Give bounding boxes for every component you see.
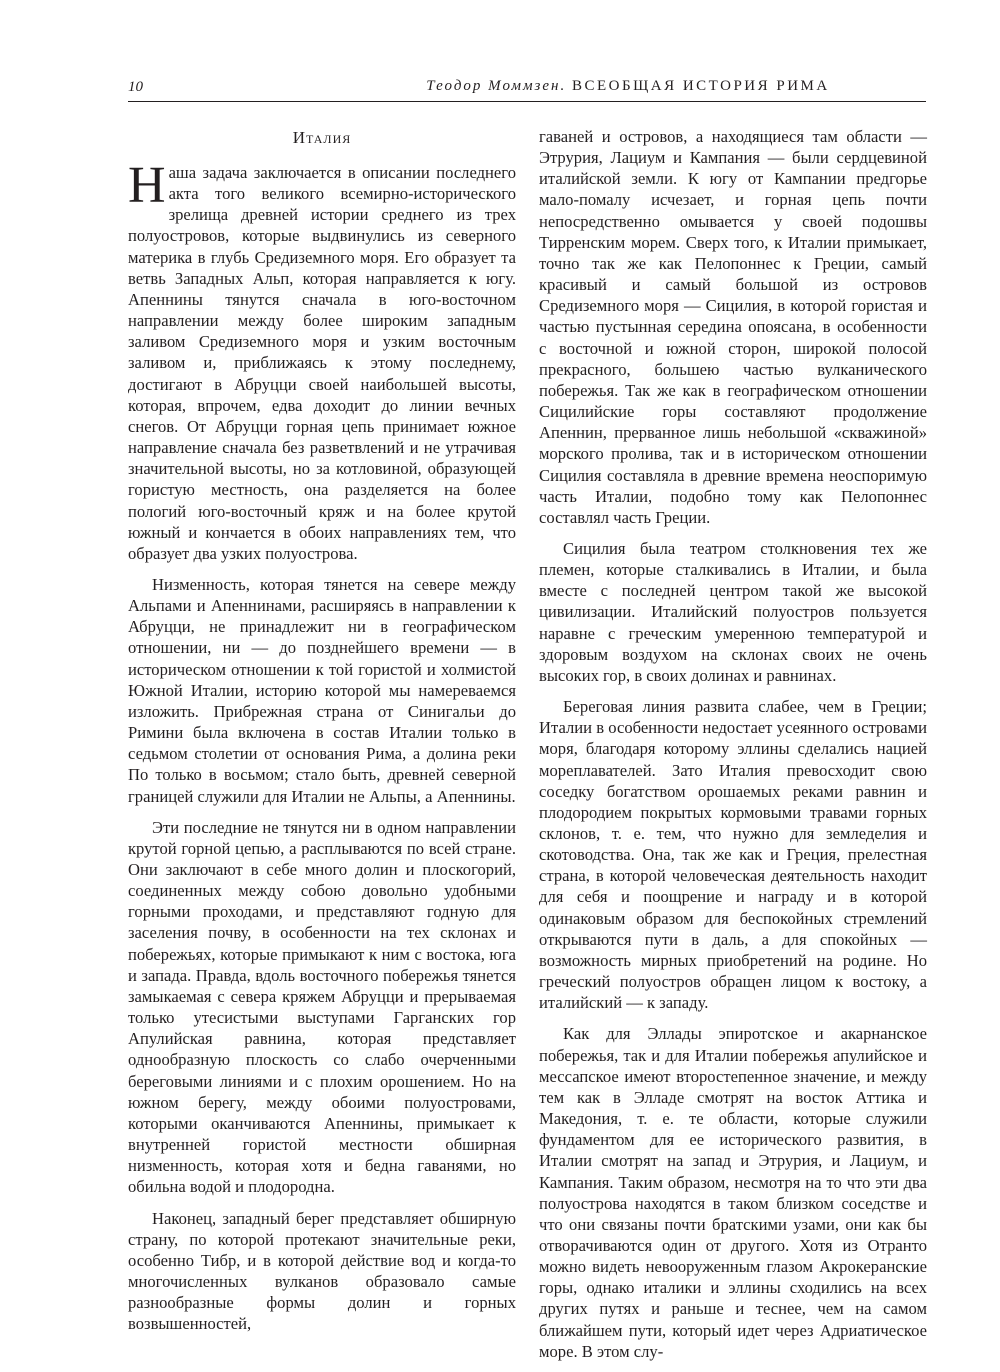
running-head-author: Теодор Моммзен. xyxy=(426,78,567,94)
running-head-book-title: ВСЕОБЩАЯ ИСТОРИЯ РИМА xyxy=(571,78,830,94)
paragraph: Сицилия была театром столкновения тех же племен, которые сталкивались в Италии, и была вместе с последней центром такой же высокой цивилизации. Италийский полуостров пользуется наравне с греческим умеренною температурой и здоровым воздухом на склонах своих не очень высоких гор, в своих долинах и равнинах. xyxy=(539,538,927,685)
page-number: 10 xyxy=(128,79,143,95)
paragraph: Береговая линия развита слабее, чем в Греции; Италии в особенности недостает усеянного островами моря, благодаря которому эллины сделались нацией мореплавателей. Зато Италия превосходит свою соседку богатством орошаемых реками равнин и плодородием покрытых кормовыми травами горных склонов, т. е. тем, что нужно для земледелия и скотоводства. Она, так же как и Греция, прелестная страна, в которой человеческая деятельность находит для себя и поощрение и награду и в которой одинаковым образом для беспокойных стремлений открываются пути в даль, а для спокойных — возможность мирных приобретений на родине. Но греческий полуостров обращен лицом к востоку, а италийский — к западу. xyxy=(539,697,927,1013)
paragraph: Эти последние не тянутся ни в одном направлении крутой горной цепью, а расплываются по всей стране. Они заключают в себе много долин и плоскогорий, соединенных между собою довольно удобными горными проходами, и представляют годную для заселения почву, в особенности на тех склонах и побережьях, которые примыкают к ним с востока, юга и запада. Правда, вдоль восточного побережья тянется замыкаемая с севера кряжем Абруцци и прерываемая только утесистыми выступами Гарганских гор Апулийская равнина, которая представляет однообразную плоскость со слабо очерченными береговыми линиями и с плохим орошением. Но на южном берегу, между обоими полуостровами, которыми оканчиваются Апеннины, примыкает к внутренней гористой местности обширная низменность, которая хотя и бедна гаванями, но обильна водой и плодородна. xyxy=(128,817,516,1197)
drop-cap: Н xyxy=(128,157,166,214)
paragraph: Низменность, которая тянется на севере между Альпами и Апеннинами, расширяясь в направлении к Абруцци, не принадлежит ни в географическом отношении, ни — до позднейшего времени — в историческом отношении к той гористой и холмистой Южной Италии, историю которой мы намереваемся изложить. Прибрежная страна от Синигальи до Римини была включена в состав Италии только в седьмом столетии от основания Рима, а долина реки По только в восьмом; стало быть, древней северной границей служили для Италии не Альпы, а Апеннины. xyxy=(128,574,516,806)
section-title: Италия xyxy=(292,128,352,147)
running-head xyxy=(128,76,928,100)
left-column xyxy=(128,126,516,1344)
paragraph xyxy=(128,157,516,564)
paragraph: Как для Эллады эпиротское и акарнанское побережья, так и для Италии побережья апулийское и мессапское имеют второстепенное значение, и между тем как в Элладе смотрят на восток Аттика и Македония, т. е. те области, которые служили фундаментом для ее исторического развития, в Италии смотрят на запад и Этрурия, и Лациум, и Кампания. Таким образом, несмотря на то что эти два полуострова находятся в таком близком соседстве и что они связаны почти братскими узами, они как бы отворачиваются один от другого. Хотя из Отранто можно видеть невооруженным глазом Акрокеранские горы, однако италики и эллины сходились на всех других путях и раньше и теснее, чем на самом ближайшем пути, который идет через Адриатическое море. В этом слу- xyxy=(539,1024,927,1361)
running-head-title xyxy=(328,78,928,95)
paragraph: Наконец, западный берег представляет обширную страну, по которой протекают значительные реки, особенно Тибр, и в которой действие вод и когда-то многочисленных вулканов образовало самые разнообразные формы долин и горных возвышенностей, xyxy=(128,1208,516,1334)
paragraph-text: аша задача заключается в описании последнего акта того великого всемирно-исторического зрелища древней истории среднего из трех полуостровов, которые выдвинулись из северного материка в глубь Средиземного моря. Его образует та ветвь Западных Альп, которая направляется к югу. Апеннины тянутся сначала в юго-восточном направлении между более широким западным заливом Средиземного моря и узким восточным заливом и, приближаясь к этому последнему, достигают в Абруцци своей наибольшей высоты, которая, впрочем, едва доходит до линии вечных снегов. От Абруцци горная цепь принимает южное направление сначала без разветвлений и не утрачивая значительной высоты, но за котловиной, образующей гористую местность, она разделяется на более пологий юго-восточный кряж и на более крутой южный и кончается в обоих направлениях тем, что образует два узких полуострова. xyxy=(128,163,516,563)
header-rule xyxy=(128,101,926,102)
right-column xyxy=(539,126,927,1372)
paragraph: гаваней и островов, а находящиеся там области — Этрурия, Лациум и Кампания — были сердцевиной италийской земли. К югу от Кампании предгорье мало-помалу исчезает, и горная цепь почти непосредственно омывается у своей подошвы Тирренским морем. Сверх того, к Италии примыкает, точно так же как Пелопоннес к Греции, самый красивый и самый большой из островов Средиземного моря — Сицилия, в которой гористая и частью пустынная середина опоясана, в особенности с восточной и южной сторон, широкой полосой прекрасного, большею частью вулканического побережья. Так же как в географическом отношении Сицилийские горы составляют продолжение Апеннин, прерванное лишь небольшой «скважиной» морского пролива, так и в историческом отношении Сицилия составляла в древние времена неоспоримую часть Италии, подобно тому как Пелопоннес составлял часть Греции. xyxy=(539,127,927,527)
